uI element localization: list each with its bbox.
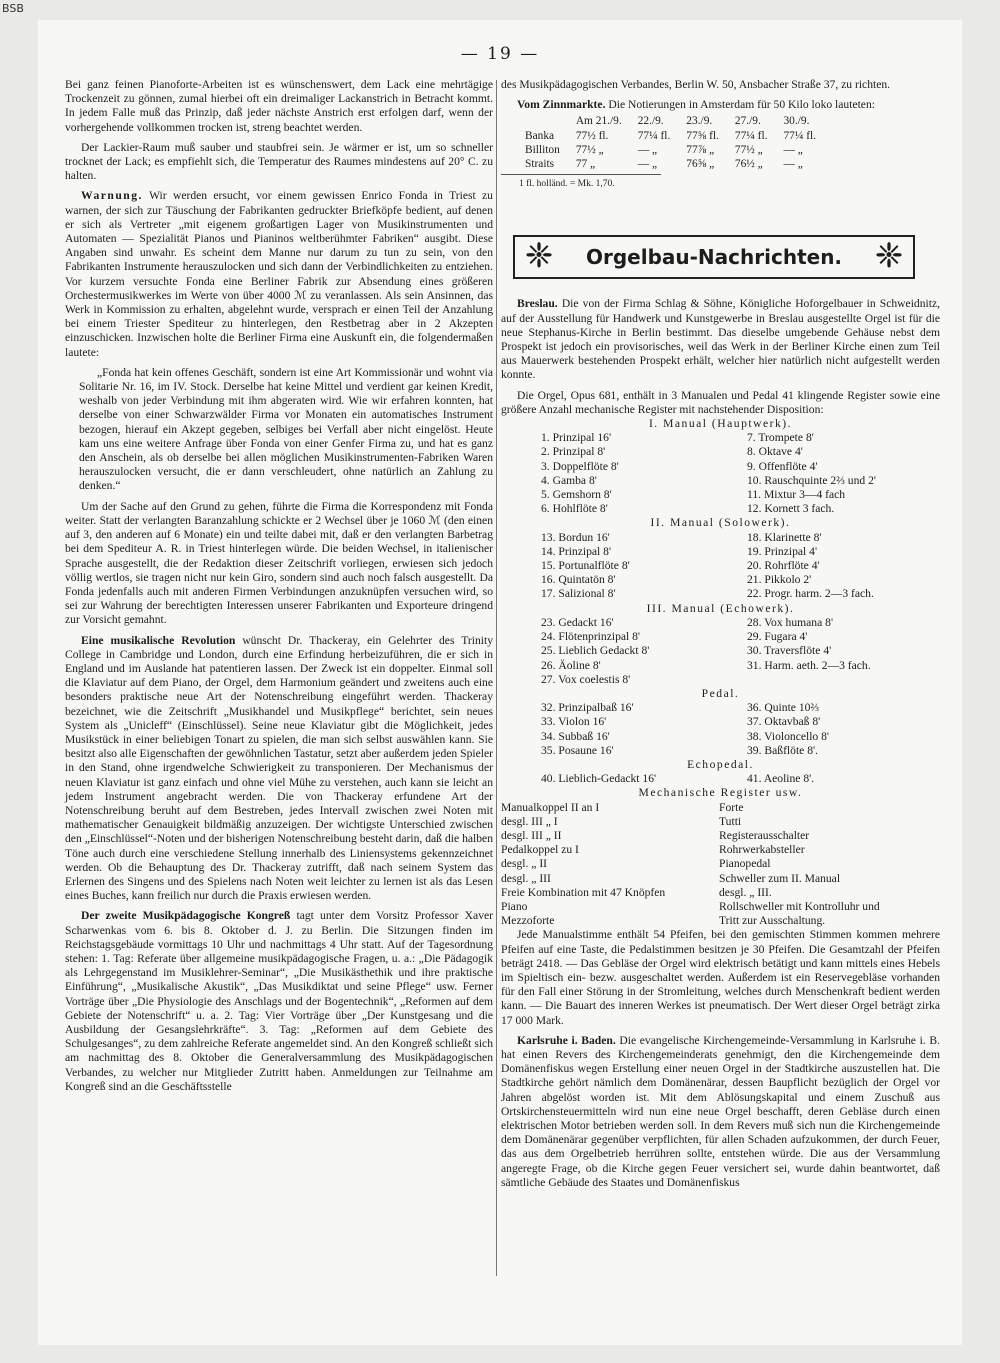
register-entry: 30. Traversflöte 4': [747, 644, 832, 658]
register-entry: 1. Prinzipal 16': [541, 431, 612, 445]
register-entry: 33. Violon 16': [541, 715, 607, 729]
register-entry: 6. Hohlflöte 8': [541, 502, 608, 516]
congress-continuation: des Musikpädagogischen Verbandes, Berlin W. 50, Ansbacher Straße 37, zu richten.: [501, 78, 891, 91]
congress-article: [65, 909, 493, 1094]
breslau-article: [501, 297, 940, 382]
register-entry: 25. Lieblich Gedackt 8': [541, 644, 650, 658]
register-entry: 17. Salizional 8': [541, 587, 616, 601]
register-entry: 20. Rohrflöte 4': [747, 559, 820, 573]
mechanical-heading: Mechanische Register usw.: [638, 786, 803, 800]
revolution-text: wünscht Dr. Thackeray, ein Gelehrter des Trinity College in Cambridge und London, durch eine Erfindung herbeizuführen, die er sich in England und im Auslande hat patentieren lassen. Der Zweck ist ein doppelter. Einmal soll die Klaviatur auf dem Piano, der Orgel, dem Harmonium geändert und zweitens auch eine besonders praktische neue Art der Notenschreibung eingeführt werden. Thackeray bezeichnet, wie die Zeitschrift „Musikhandel und Musikpflege“ berichtet, sein neues System als „Unicleff“ (Einschlüssel). Seine neue Klaviatur gibt die Möglichkeit, jedes Musikstück in einer beliebigen Tonart zu spielen, die man sich selbst auswählen kann. Sie besitzt also alle Eigenschaften der gewöhnlichen Tastatur, setzt aber außerdem jeden Spieler in den Stand, ohne irgendwelche Schwierigkeit zu transponieren. Der Mechanismus der neuen Klaviatur ist ganz einfach und ohne viel Mühe zu verstehen, auch kann sie leicht an jedem Instrument angebracht werden. Die von Thackeray erfundene Art der Notenschreibung beruht auf dem Bestreben, jedes Intervall zwischen zwei Noten mit mathematischer Genauigkeit bildmäßig anzuzeigen. Der wichtigste Unterschied zwischen den „Einschlüssel“-Noten und der bisherigen Notenschreibung besteht darin, daß die halben Töne auch durch eine verschiedene Stellung innerhalb des Liniensystems gekennzeichnet werden. Ob die Behauptung des Dr. Thackeray zutrifft, daß nach seinem System das Erlernen des Singens und des Spielens nach Noten weit leichter zu lernen ist als das Lesen eines Buches, kann freilich nur durch die Praxis erwiesen werden.: [65, 633, 493, 903]
price-cell: 77⅝ fl.: [686, 129, 719, 142]
karlsruhe-text: Die evangelische Kirchengemeinde-Versammlung in Karlsruhe i. B. hat einen Revers des Kirchengemeinderats genehmigt, den die Kirchengemeinde dem Domänenfiskus wegen Erstellung einer neuen Orgel in der Stadtkirche auszustellen hat. Die Stadtkirche gehört nämlich dem Domänenärar, dessen Baupflicht bezüglich der Orgel vor Jahren abgelöst worden ist. Mit dem Ablösungskapital und einem Zuschuß aus Ortskirchensteuermitteln wird nun eine neue Orgel beschafft, deren Gebläse durch einen elektrischen Motor betrieben werden soll. In dem Revers muß sich nun die Kirchengemeinde dem Domänenärar gegenüber verpflichten, für allen Schaden aufzukommen, der durch Feuer, das aus dem Orgelbetrieb herrühren sollte, entstehen würde. Die aus der Versammlung angeregte Frage, ob die Kirche gegen Feuer versichert sei, wurde dahin beantwortet, daß sämtliche Gebäude des Staates und Domänenfiskus: [501, 1033, 940, 1189]
manual-1-stops: [541, 431, 940, 516]
ornament-left-icon: ❈: [524, 238, 554, 276]
opus-paragraph: Die Orgel, Opus 681, enthält in 3 Manualen und Pedal 41 klingende Register sowie eine größere Anzahl mechanische Register mit nachstehender Disposition:: [501, 388, 940, 416]
revolution-article: [65, 634, 493, 904]
register-entry: Rohrwerkabsteller: [719, 843, 805, 857]
watermark: BSB: [2, 2, 24, 15]
register-entry: Pedalkoppel zu I: [501, 843, 579, 857]
price-cell: — „: [783, 158, 803, 171]
register-entry: 8. Oktave 4': [747, 445, 803, 459]
register-entry: Rollschweller mit Kontrolluhr und: [719, 899, 880, 913]
tin-price-table: [517, 114, 824, 171]
echopedal-heading: Echopedal.: [687, 757, 754, 771]
manual-1-heading: I. Manual (Hauptwerk).: [648, 417, 793, 431]
register-entry: 31. Harm. aeth. 2—3 fach.: [747, 658, 871, 672]
register-entry: 37. Oktavbaß 8': [747, 715, 821, 729]
manual-3-stops: [541, 616, 940, 687]
price-cell: 76½ „: [734, 158, 763, 171]
warning-quote: „Fonda hat kein offenes Geschäft, sondern ist eine Art Kommissionär und wohnt via Solitarie Nr. 16, im IV. Stock. Derselbe hat keine Mittel und verdient gar keinen Kredit, weshalb von jeder Verbindung mit ihm abgeraten wird. Wie wir erfahren konnten, hat derselbe von einer Schwarzwälder Firma vor Monaten ein automatisches Instrument bezogen, hierauf ein Akzept gegeben, selbiges bei Verfall aber nicht eingelöst. Heute kam uns eine weitere Anfrage über Fonda von einer Genfer Firma zu, und hat es ganz den Anschein, als ob derselbe bei allen möglichen Musikinstrumenten-Fabriken Waren herauszulocken versucht, die er dann verschleudert, ohne natürlich an Zahlung zu denken.“: [79, 365, 493, 493]
currency-note: 1 fl. holländ. = Mk. 1,70.: [519, 179, 615, 190]
register-entry: Tutti: [719, 814, 742, 828]
register-entry: desgl. „ II: [501, 857, 548, 871]
register-entry: desgl. III „ II: [501, 828, 562, 842]
register-entry: desgl. „ III: [501, 871, 551, 885]
organ-news-banner: [513, 235, 915, 279]
register-entry: 9. Offenflöte 4': [747, 459, 818, 473]
register-entry: 18. Klarinette 8': [747, 530, 822, 544]
register-entry: 23. Gedackt 16': [541, 615, 614, 629]
register-entry: 22. Progr. harm. 2—3 fach.: [747, 587, 874, 601]
pipes-paragraph: Jede Manualstimme enthält 54 Pfeifen, bei den gemischten Stimmen kommen mehrere Pfeifen auf eine Taste, die Pedalstimmen besitzen je 30 Pfeifen. Die Gesamtzahl der Pfeifen beträgt 2418. — Das Gebläse der Orgel wird elektrisch betätigt und kann mittels eines Hebels im Spieltisch ein- bezw. ausgeschaltet werden. Außerdem ist ein Reservegebläse vorhanden für den Fall einer Störung in der Stromleitung, welches durch Menschenkraft bedient werden kann. — Die Bauart des inneren Werkes ist pneumatisch. Der Wert dieser Orgel beträgt zirka 17 000 Mark.: [501, 928, 940, 1027]
congress-text: tagt unter dem Vorsitz Professor Xaver Scharwenkas vom 6. bis 8. Oktober d. J. zu Berlin. Die Sitzungen finden im Reichstagsgebäude vormittags 10 Uhr und nachmittags 4 Uhr statt. Auf der Tagesordnung stehen: 1. Tag: Referate über allgemeine musikpädagogische Fragen, u. a.: „Die Pädagogik als Lehrgegenstand im Musiklehrer-Seminar“, „Die Musikästhethik und ihre praktische Einführung“, „Musikalische Akustik“, „Das Musikdiktat und seine Pflege“ usw. Ferner Vorträge über „Die Physiologie des Anschlags und der Bogentechnik“, „Reformen auf dem Gebiete der Notenschrift“ u. a. 2. Tag: Vier Vorträge über „Der Kunstgesang und die Ausbildung der Gesangslehrkräfte“. 3. Tag: „Reformen auf dem Gebiete des Schulgesanges“, zu dem zahlreiche Referate angemeldet sind. An den Kongreß schließt sich am nachmittag des 8. Oktober die Generalversammlung des Musikpädagogischen Verbandes, zu welcher nur Mitglieder Zutritt haben. Anmeldungen zur Teilnahme am Kongreß sind an die Geschäftsstelle: [65, 909, 494, 1093]
price-cell: — „: [637, 143, 657, 156]
price-row: [517, 143, 824, 157]
register-entry: 35. Posaune 16': [541, 743, 614, 757]
ornament-right-icon: ❈: [874, 238, 904, 276]
karlsruhe-heading: Karlsruhe i. Baden.: [517, 1033, 616, 1047]
price-header-cell: [517, 114, 568, 128]
manual-2-heading: II. Manual (Solowerk).: [650, 516, 791, 530]
register-entry: 41. Aeoline 8'.: [747, 772, 815, 786]
warning-article: [65, 189, 493, 359]
register-entry: 21. Pikkolo 2': [747, 573, 812, 587]
register-entry: 19. Prinzipal 4': [747, 544, 818, 558]
register-entry: desgl. III „ I: [501, 814, 558, 828]
register-entry: 10. Rauschquinte 2⅔ und 2': [747, 473, 876, 487]
register-entry: 36. Quinte 10⅔: [747, 701, 820, 715]
revolution-heading: Eine musikalische Revolution: [81, 633, 236, 647]
price-label-cell: Banka: [525, 129, 555, 142]
left-column: [65, 78, 493, 1094]
price-header-cell: 23./9.: [686, 115, 713, 128]
price-cell: 77¼ fl.: [637, 129, 671, 142]
karlsruhe-article: [501, 1034, 940, 1190]
right-column: [501, 78, 940, 1190]
register-entry: 38. Violoncello 8': [747, 729, 830, 743]
pedal-stops: [541, 701, 940, 758]
register-entry: 14. Prinzipal 8': [541, 544, 612, 558]
register-entry: 2. Prinzipal 8': [541, 445, 606, 459]
warning-text: Wir werden ersucht, vor einem gewissen Enrico Fonda in Triest zu warnen, der sich zur Täuschung der Fabrikanten gedruckter Briefköpfe bedient, auf denen er sich als Vertreter „mit eigenem großartigen Lager von Musikinstrumenten und Automaten — Spezialität Pianos und Pianinos weltberühmter Fabriken“ ausgibt. Diese Angaben sind unwahr. Es scheint dem Manne nur darum zu tun zu sein, von den Fabrikanten Instrumente herauszulocken und sich dann der Verbindlichkeiten zu entziehen. Vor kurzem versuchte Fonda eine Berliner Fabrik zur Absendung eines größeren Orchestermusikwerkes im Werte von über 4000 ℳ zu veranlassen. Als sein Ansinnen, das Werk in Kommission zu erhalten, abgelehnt wurde, versprach er einen Teil der Anzahlung bei einem Triester Spediteur zu hinterlegen, den Restbetrag aber in 2 Akzepten einzuschicken. Inzwischen holte die Berliner Firma eine Auskunft ein, die folgendermaßen lautete:: [65, 189, 493, 359]
register-entry: desgl. „ III.: [719, 885, 772, 899]
page-number: — 19 —: [460, 44, 540, 64]
register-entry: 7. Trompete 8': [747, 431, 814, 445]
register-entry: Mezzoforte: [501, 914, 555, 928]
register-entry: 39. Baßflöte 8'.: [747, 743, 818, 757]
register-entry: Tritt zur Ausschaltung.: [719, 914, 826, 928]
register-entry: Forte: [719, 800, 744, 814]
price-header-cell: 30./9.: [783, 115, 810, 128]
manual-3-heading: III. Manual (Echowerk).: [646, 601, 795, 615]
price-cell: — „: [637, 158, 657, 171]
price-cell: 77¼ fl.: [783, 129, 817, 142]
column-divider: [496, 80, 497, 1276]
register-entry: 28. Vox humana 8': [747, 615, 834, 629]
tin-market-article: [501, 98, 940, 112]
price-label-cell: Billiton: [525, 143, 560, 156]
price-cell: 77 „: [575, 158, 596, 171]
register-entry: Freie Kombination mit 47 Knöpfen: [501, 885, 666, 899]
manual-2-stops: [541, 531, 940, 602]
register-entry: Registerausschalter: [719, 828, 810, 842]
price-cell: 77½ fl.: [575, 129, 609, 142]
price-rule: [501, 174, 661, 175]
organ-news-title: Orgelbau-Nachrichten.: [585, 245, 843, 270]
pedal-heading: Pedal.: [701, 686, 740, 700]
warning-heading: Warnung.: [81, 189, 143, 203]
newspaper-page: [38, 20, 962, 1345]
register-entry: 40. Lieblich-Gedackt 16': [541, 772, 657, 786]
register-entry: 15. Portunalflöte 8': [541, 559, 630, 573]
register-entry: Manualkoppel II an I: [501, 800, 600, 814]
price-label-cell: Straits: [525, 158, 555, 171]
tin-market-text: Die Notierungen in Amsterdam für 50 Kilo loko lauteten:: [608, 98, 875, 112]
echopedal-stops: [541, 772, 940, 786]
price-cell: 76⅝ „: [686, 158, 715, 171]
breslau-text: Die von der Firma Schlag & Söhne, Königliche Hoforgelbauer in Schweidnitz, auf der Ausstellung für Handwerk und Kunstgewerbe in Breslau ausgestellte Orgel ist für die neue Stephanus-Kirche in Berlin bestimmt. Das dieselbe umgebende Gehäuse nebst dem Prospekt ist jedoch ein provisorisches, weil das Werk in der Berliner Kirche einen zum Teil aus Mauerwerk bestehenden Prospekt erhält, welcher hier natürlich nicht aufgestellt werden konnte.: [501, 297, 941, 382]
price-cell: 77¼ fl.: [734, 129, 768, 142]
register-entry: 24. Flötenprinzipal 8': [541, 630, 641, 644]
register-entry: 11. Mixtur 3—4 fach: [747, 488, 846, 502]
register-entry: 29. Fugara 4': [747, 630, 808, 644]
register-entry: Schweller zum II. Manual: [719, 871, 841, 885]
price-cell: 77½ „: [734, 143, 763, 156]
register-entry: 3. Doppelflöte 8': [541, 459, 619, 473]
register-entry: Pianopedal: [719, 857, 771, 871]
register-entry: 4. Gamba 8': [541, 473, 597, 487]
price-cell: 77⅞ „: [686, 143, 715, 156]
price-row: [517, 157, 824, 171]
tin-market-heading: Vom Zinnmarkte.: [517, 98, 606, 112]
price-row: [517, 129, 824, 143]
register-entry: 12. Kornett 3 fach.: [747, 502, 835, 516]
price-header-cell: 27./9.: [734, 115, 761, 128]
price-cell: 77½ „: [575, 143, 604, 156]
price-header-cell: 22./9.: [637, 115, 664, 128]
register-entry: Piano: [501, 899, 528, 913]
warning-followup: Um der Sache auf den Grund zu gehen, führte die Firma die Korrespondenz mit Fonda weiter. Statt der verlangten Baranzahlung schickte er 2 Wechsel über je 1060 ℳ (den einen auf 3, den anderen auf 6 Monate) ein und teilte dabei mit, daß er den verlangten Barbetrag bei dem Spediteur A. R. in Triest hinterlegen würde. Die beiden Wechsel, in italienischer Sprache ausgestellt, die der Redaktion dieser Zeitschrift vorliegen, erwiesen sich jedoch völlig wertlos, sie tragen nicht nur kein Giro, sondern sind auch noch falsch ausgestellt. Da Fonda jedenfalls auch mit anderen Firmen Verbindungen anzuknüpfen versuchen wird, so sei zur Wahrung der berechtigten Interessen unserer Fabrikanten und Exporteure dringend zur Vorsicht gemahnt.: [65, 499, 493, 627]
congress-heading: Der zweite Musikpädagogische Kongreß: [81, 909, 291, 923]
breslau-heading: Breslau.: [517, 297, 558, 311]
register-entry: 13. Bordun 16': [541, 530, 610, 544]
price-cell: — „: [783, 143, 803, 156]
register-entry: 34. Subbaß 16': [541, 729, 610, 743]
price-header-cell: Am 21./9.: [575, 115, 622, 128]
register-entry: 5. Gemshorn 8': [541, 488, 612, 502]
lacquer-paragraph: Bei ganz feinen Pianoforte-Arbeiten ist es wünschenswert, dem Lack eine mehrtägige Trockenzeit zu gönnen, zumal hierbei oft ein dreimaliger Lackanstrich in Betracht kommt. In jedem Falle muß das Prinzip, daß jeder nächste Anstrich erst erfolgen darf, wenn der vorhergehende vollkommen trocken ist, streng beachtet werden.: [65, 78, 493, 134]
register-entry: 32. Prinzipalbaß 16': [541, 701, 634, 715]
register-entry: 27. Vox coelestis 8': [541, 672, 631, 686]
register-entry: 26. Äoline 8': [541, 658, 601, 672]
mechanical-registers: [501, 801, 940, 929]
lacquer-room-paragraph: Der Lackier-Raum muß sauber und staubfrei sein. Je wärmer er ist, um so schneller trocknet der Lack; es empfiehlt sich, die Temperatur des Raumes mindestens auf 20° C. zu halten.: [65, 140, 493, 183]
register-entry: 16. Quintatön 8': [541, 573, 616, 587]
